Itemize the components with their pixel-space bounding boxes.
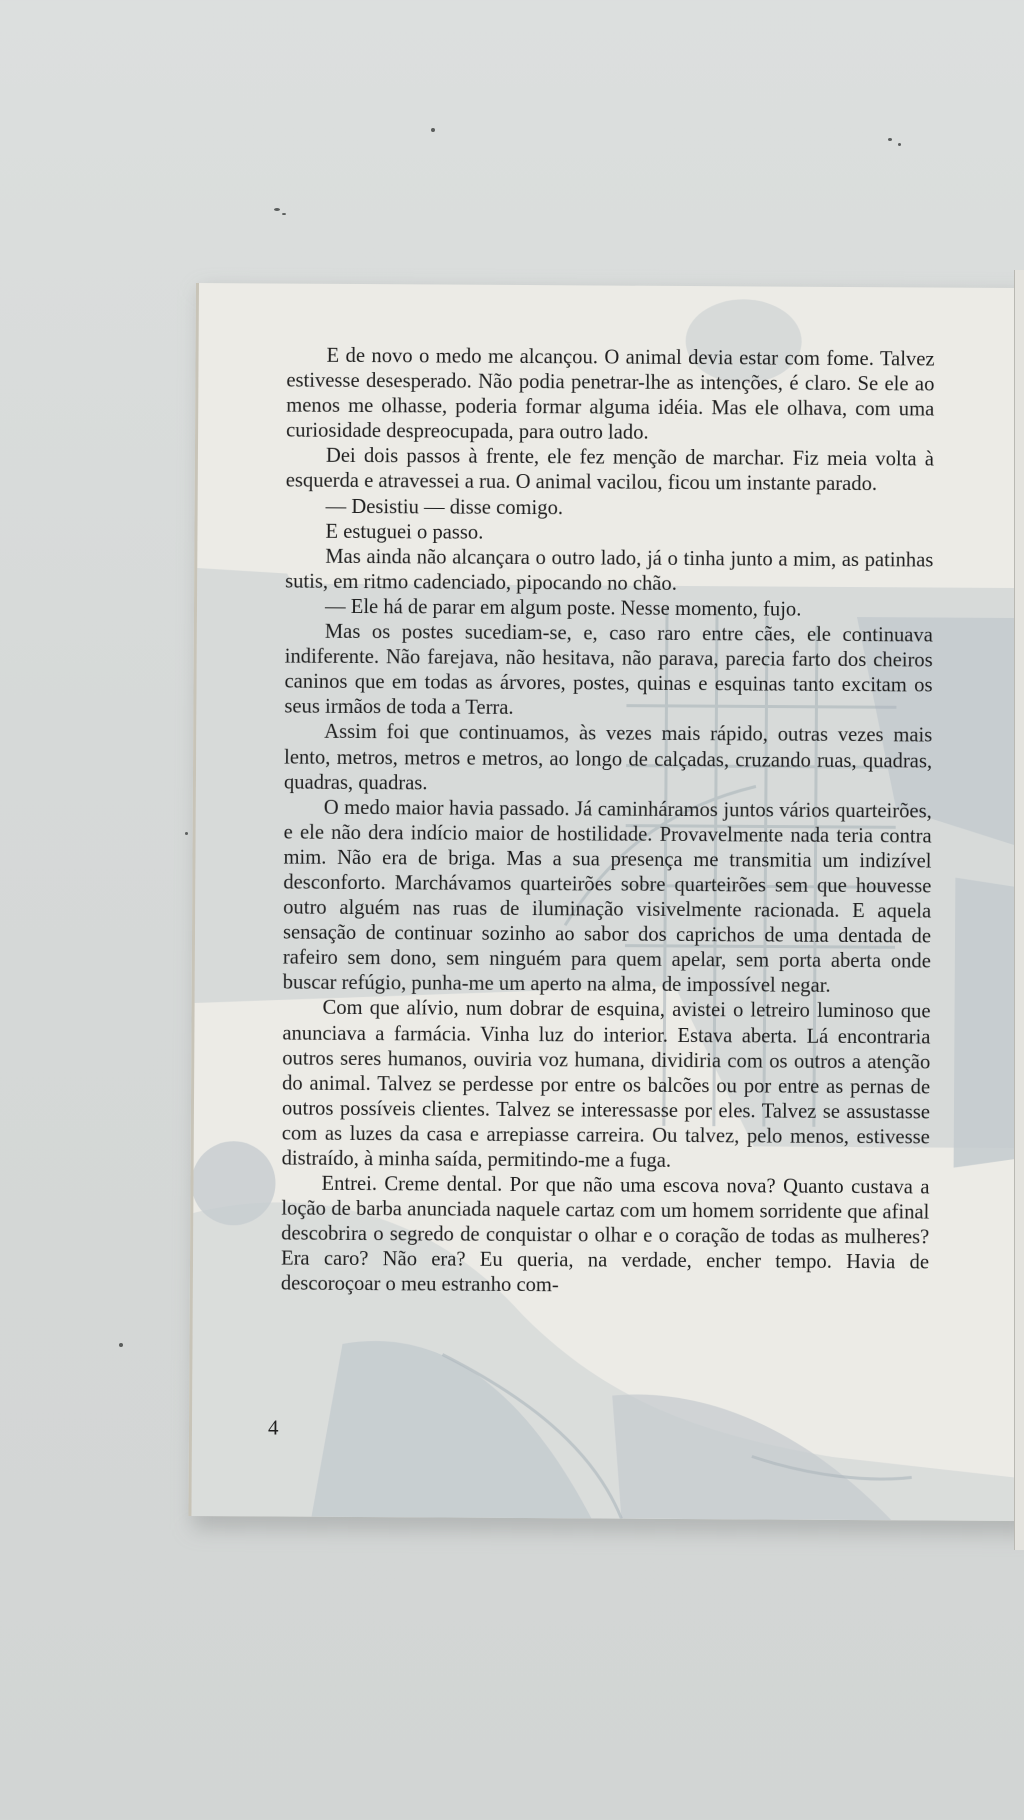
dust-speck xyxy=(431,128,435,132)
paragraph: — Ele há de parar em algum poste. Nesse momento, fujo. xyxy=(324,595,802,621)
dust-speck xyxy=(888,138,892,141)
paragraph: Entrei. Creme dental. Por que não uma escova nova? Quanto custava a loção de barba anunciada naquele cartaz com um homem sorridente que afinal descobrira o segredo de conquistar o olhar e o coração de todas as mulheres? Era caro? Não era? Eu queria, na verdade, encher tempo. Havia de descoroçoar o meu estranho com- xyxy=(280,1172,930,1297)
paragraph: Mas os postes sucediam-se, e, caso raro entre cães, ele continuava indiferente. Não farejava, não hesitava, não parava, parecia farto dos cheiros caninos que em todas as árvores, postes, quinas e esquinas tanto excitam os seus irmãos de toda a Terra. xyxy=(284,620,933,720)
paragraph: — Desistiu — disse comigo. xyxy=(325,495,564,519)
page-number: 4 xyxy=(267,1415,279,1440)
paragraph: E estuguei o passo. xyxy=(325,520,484,544)
dust-speck xyxy=(119,1343,123,1347)
dust-speck xyxy=(185,832,188,835)
paragraph: Mas ainda não alcançara o outro lado, já o tinha junto a mim, as patinhas sutis, em ritmo cadenciado, pipocando no chão. xyxy=(285,545,934,595)
paragraph: Com que alívio, num dobrar de esquina, avistei o letreiro luminoso que anunciava a farmácia. Vinha luz do interior. Estava aberta. Lá encontraria outros seres humanos, ouviria voz humana, dividiria com os outros a atenção do animal. Talvez se perdesse por entre os balcões ou por entre as pernas de outros possíveis clientes. Talvez se interessasse por eles. Talvez se assustasse com as luzes da casa e arrepiasse carreira. Ou talvez, pelo menos, estivesse distraído, à minha saída, permitindo-me a fuga. xyxy=(281,997,931,1172)
paragraph: E de novo o medo me alcançou. O animal devia estar com fome. Talvez estivesse desesperado. Não podia penetrar-lhe as intenções, é claro. Se ele ao menos me olhasse, poderia formar alguma idéia. Mas ele olhava, com uma curiosidade despreocupada, para outro lado. xyxy=(286,344,935,445)
dust-speck xyxy=(898,143,901,146)
paragraph: O medo maior havia passado. Já caminháramos juntos vários quarteirões, e ele não dera indício maior de hostilidade. Provavelmente nada teria contra mim. Não era de briga. Mas a sua presença me transmitia um indizível desconforto. Marchávamos quarteirões sobre quarteirões sem que houvesse outro alguém nas ruas de iluminação visivelmente racionada. E aquela sensação de continuar sozinho ao sabor dos caprichos de uma dentada de rafeiro sem dono, sem ninguém para quem apelar, sem porta aberta onde buscar refúgio, punha-me um aperto na alma, de impossível negar. xyxy=(282,796,932,998)
paragraph: Dei dois passos à frente, ele fez menção de marchar. Fiz meia volta à esquerda e atravessei a rua. O animal vacilou, ficou um instante parado. xyxy=(285,445,935,496)
body-text xyxy=(281,344,935,1302)
next-page-edge xyxy=(1014,270,1024,1550)
book-page xyxy=(188,283,1024,1521)
dust-speck xyxy=(274,208,280,211)
paragraph: Assim foi que continuamos, às vezes mais rápido, outras vezes mais lento, metros, metros e metros, ao longo de calçadas, cruzando ruas, quadras, quadras, quadras. xyxy=(283,721,933,795)
dust-speck xyxy=(282,213,286,215)
